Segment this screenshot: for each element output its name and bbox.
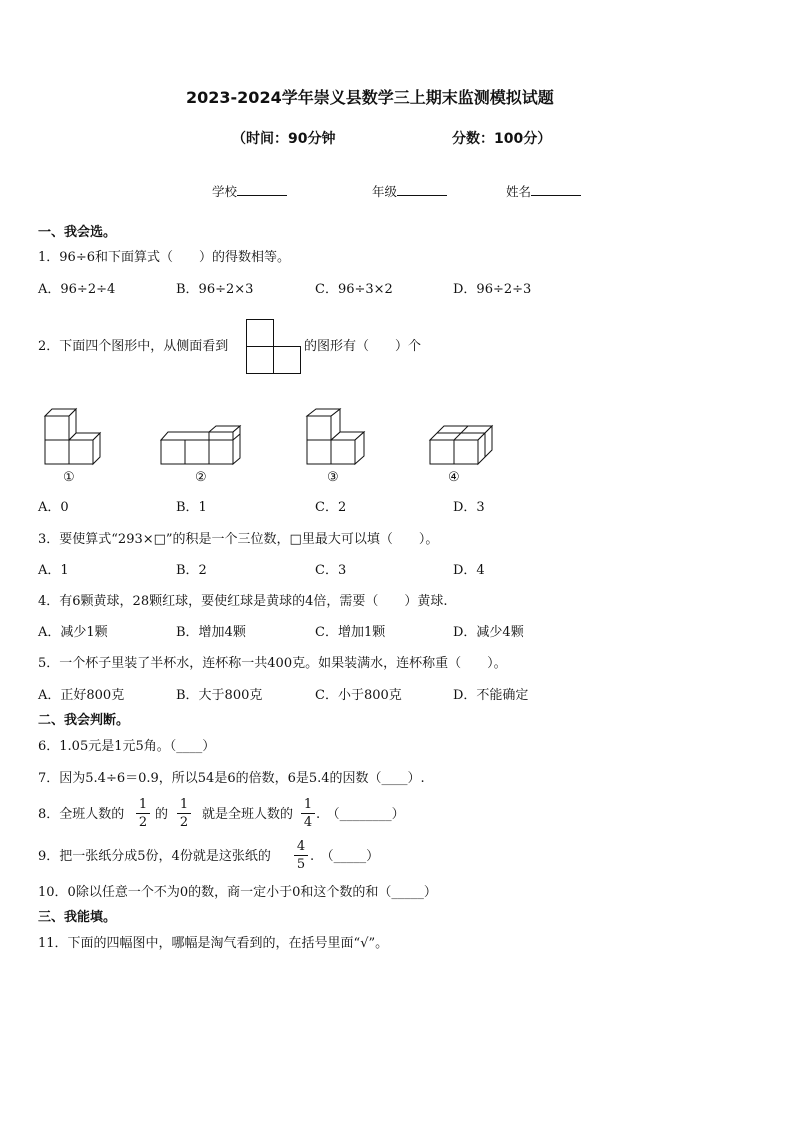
fraction-denominator: 5 [296,857,306,872]
question-stem: 7．因为5.4÷6＝0.9，所以54是6的倍数，6是5.4的因数（____）. [38,771,425,786]
question-stem: 5．一个杯子里装了半杯水，连杯称一共400克。如果装满水，连杯称重（ ）。 [38,656,507,671]
question-stem: 3．要使算式“293×□”的积是一个三位数，□里最大可以填（ ）。 [38,532,439,547]
side-view-figure [246,319,302,374]
question-stem: 2．下面四个图形中，从侧面看到 [38,339,229,354]
option-d: D．3 [453,500,485,515]
school-field [212,183,287,199]
fraction-numerator: 1 [138,797,148,812]
figure-label-2: ② [195,470,207,485]
option-a: A．1 [38,563,69,578]
question-stem: 6．1.05元是1元5角。（____） [38,739,216,754]
fraction-bar [177,813,191,814]
option-c: C．3 [315,563,347,578]
name-blank [531,183,581,196]
grade-field [372,183,447,199]
fraction-denominator: 2 [179,815,189,830]
figure-label-3: ③ [327,470,339,485]
fraction [294,840,308,871]
cube-figure-1 [43,408,103,466]
option-a: A．减少1颗 [38,625,108,640]
question-stem: 8．全班人数的 [38,807,125,822]
page-title: 2023-2024学年崇义县数学三上期末监测模拟试题 [186,88,554,107]
fraction-numerator: 4 [296,839,306,854]
school-label: 学校 [212,184,238,199]
section-heading: 二、我会判断。 [38,713,130,728]
question-stem: 10．0除以任意一个不为0的数，商一定小于0和这个数的和（_____） [38,885,437,900]
question-stem: 4．有6颗黄球，28颗红球，要使红球是黄球的4倍，需要（ ）黄球. [38,594,448,609]
option-d: D．减少4颗 [453,625,524,640]
exam-time: （时间：90分钟 [232,131,336,147]
option-d: D．96÷2÷3 [453,282,532,297]
option-d: D．不能确定 [453,688,529,703]
school-blank [237,183,287,196]
fraction [177,798,191,829]
option-a: A．96÷2÷4 [38,282,116,297]
exam-score: 分数：100分） [452,131,552,147]
figure-label-4: ④ [448,470,460,485]
cube-figure-2 [159,425,249,467]
name-label: 姓名 [506,184,532,199]
option-c: C．增加1颗 [315,625,386,640]
option-d: D．4 [453,563,485,578]
fraction-bar [301,813,315,814]
option-a: A．0 [38,500,69,515]
option-b: B．1 [176,500,207,515]
grade-label: 年级 [372,184,398,199]
option-c: C．2 [315,500,347,515]
question-stem: 1．96÷6和下面算式（ ）的得数相等。 [38,250,290,265]
fraction-bar [136,813,150,814]
option-c: C．96÷3×2 [315,282,393,297]
question-stem: . （________） [316,807,405,822]
question-stem: 的 [155,807,169,822]
section-heading: 三、我能填。 [38,910,117,925]
question-stem: 就是全班人数的 [202,807,294,822]
fraction-denominator: 2 [138,815,148,830]
fraction [301,798,315,829]
question-stem: . （_____） [310,849,380,864]
option-b: B．增加4颗 [176,625,246,640]
option-c: C．小于800克 [315,688,402,703]
fraction [136,798,150,829]
fraction-numerator: 1 [303,797,313,812]
fraction-numerator: 1 [179,797,189,812]
question-stem-tail: 的图形有（ ）个 [304,339,422,354]
section-heading: 一、我会选。 [38,225,117,240]
option-b: B．大于800克 [176,688,263,703]
option-a: A．正好800克 [38,688,125,703]
option-b: B．2 [176,563,207,578]
fraction-bar [294,855,308,856]
figure-label-1: ① [63,470,75,485]
question-stem: 9．把一张纸分成5份，4份就是这张纸的 [38,849,271,864]
cube-figure-3 [305,408,371,466]
grade-blank [397,183,447,196]
option-b: B．96÷2×3 [176,282,254,297]
fraction-denominator: 4 [303,815,313,830]
question-stem: 11．下面的四幅图中，哪幅是淘气看到的，在括号里面“√”。 [38,936,389,951]
cube-figure-4 [428,424,494,468]
name-field [506,183,581,199]
